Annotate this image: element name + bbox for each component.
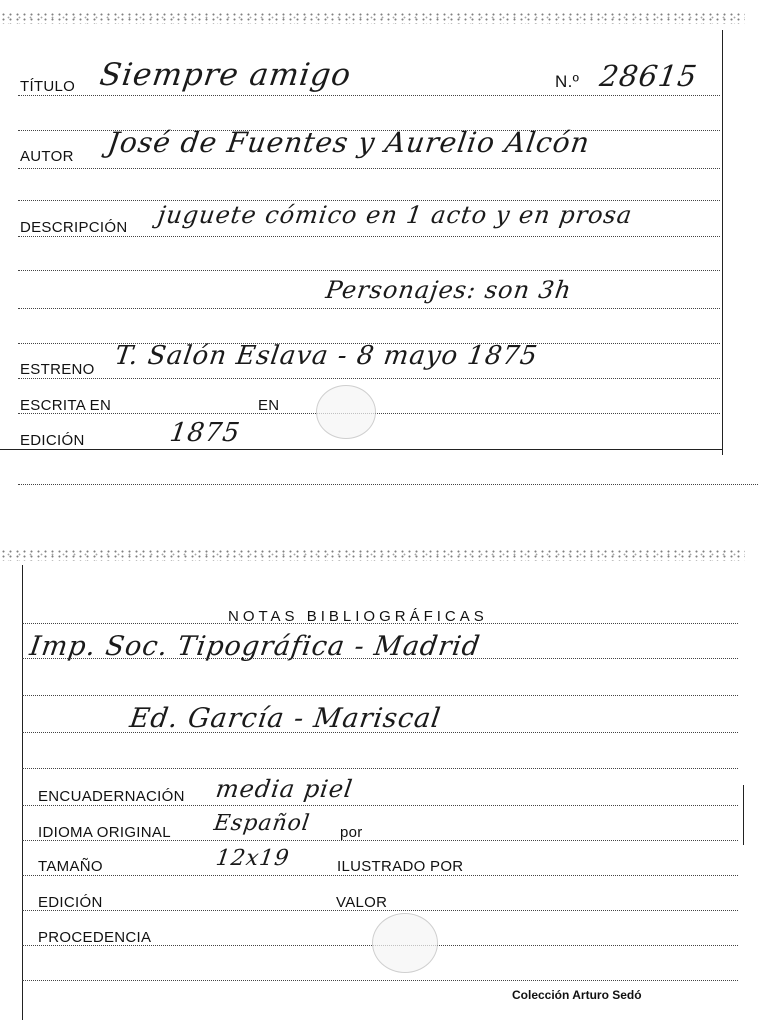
tamano-label: TAMAÑO (38, 858, 103, 875)
rule (18, 236, 720, 237)
autor-label: AUTOR (20, 148, 74, 165)
edicion-value: 1875 (167, 418, 243, 448)
titulo-value: Siempre amigo (97, 57, 354, 93)
collection-footer: Colección Arturo Sedó (512, 988, 642, 1002)
card-right-border (722, 30, 723, 455)
ilustrado-label: ILUSTRADO POR (337, 858, 464, 875)
titulo-label: TÍTULO (20, 78, 76, 95)
estreno-value: T. Salón Eslava - 8 mayo 1875 (112, 341, 540, 371)
card-left-border (22, 565, 23, 1020)
card-top-edge (0, 12, 745, 24)
edicion-label: EDICIÓN (38, 894, 103, 911)
note-line-2: Ed. García - Mariscal (127, 703, 444, 734)
catalog-card-top (0, 0, 759, 470)
rule (18, 308, 720, 309)
edicion-label: EDICIÓN (20, 432, 85, 449)
card-bottom-edge (0, 549, 745, 561)
descripcion-label: DESCRIPCIÓN (20, 219, 128, 236)
tamano-value: 12x19 (214, 846, 292, 871)
idioma-label: IDIOMA ORIGINAL (38, 824, 171, 841)
rule (22, 980, 738, 981)
card-bottom-border (0, 449, 722, 450)
rule (18, 270, 720, 271)
faded-stamp (372, 913, 438, 973)
escrita-en-label: ESCRITA EN (20, 397, 112, 414)
rule (22, 768, 738, 769)
rule (22, 805, 738, 806)
catalog-card-bottom (0, 545, 759, 1025)
rule (22, 875, 738, 876)
autor-value: José de Fuentes y Aurelio Alcón (105, 126, 593, 159)
card-right-mark (743, 785, 744, 845)
personajes-value: Personajes: son 3h (324, 276, 574, 304)
estreno-label: ESTRENO (20, 361, 95, 378)
encuadernacion-label: ENCUADERNACIÓN (38, 788, 185, 805)
rule (18, 168, 720, 169)
rule (18, 484, 758, 485)
numero-label: N.º (555, 72, 580, 91)
numero-value: 28615 (597, 59, 700, 93)
valor-label: VALOR (336, 894, 388, 911)
rule (18, 378, 720, 379)
por-label: por (340, 824, 363, 841)
idioma-value: Español (212, 811, 312, 836)
note-line-1: Imp. Soc. Tipográfica - Madrid (27, 631, 483, 662)
faded-stamp (316, 385, 376, 439)
en-label: EN (258, 397, 280, 414)
descripcion-value: juguete cómico en 1 acto y en prosa (156, 201, 635, 229)
encuadernacion-value: media piel (214, 775, 355, 803)
notas-heading: NOTAS BIBLIOGRÁFICAS (228, 608, 488, 625)
rule (18, 95, 720, 96)
procedencia-label: PROCEDENCIA (38, 929, 152, 946)
rule (22, 695, 738, 696)
